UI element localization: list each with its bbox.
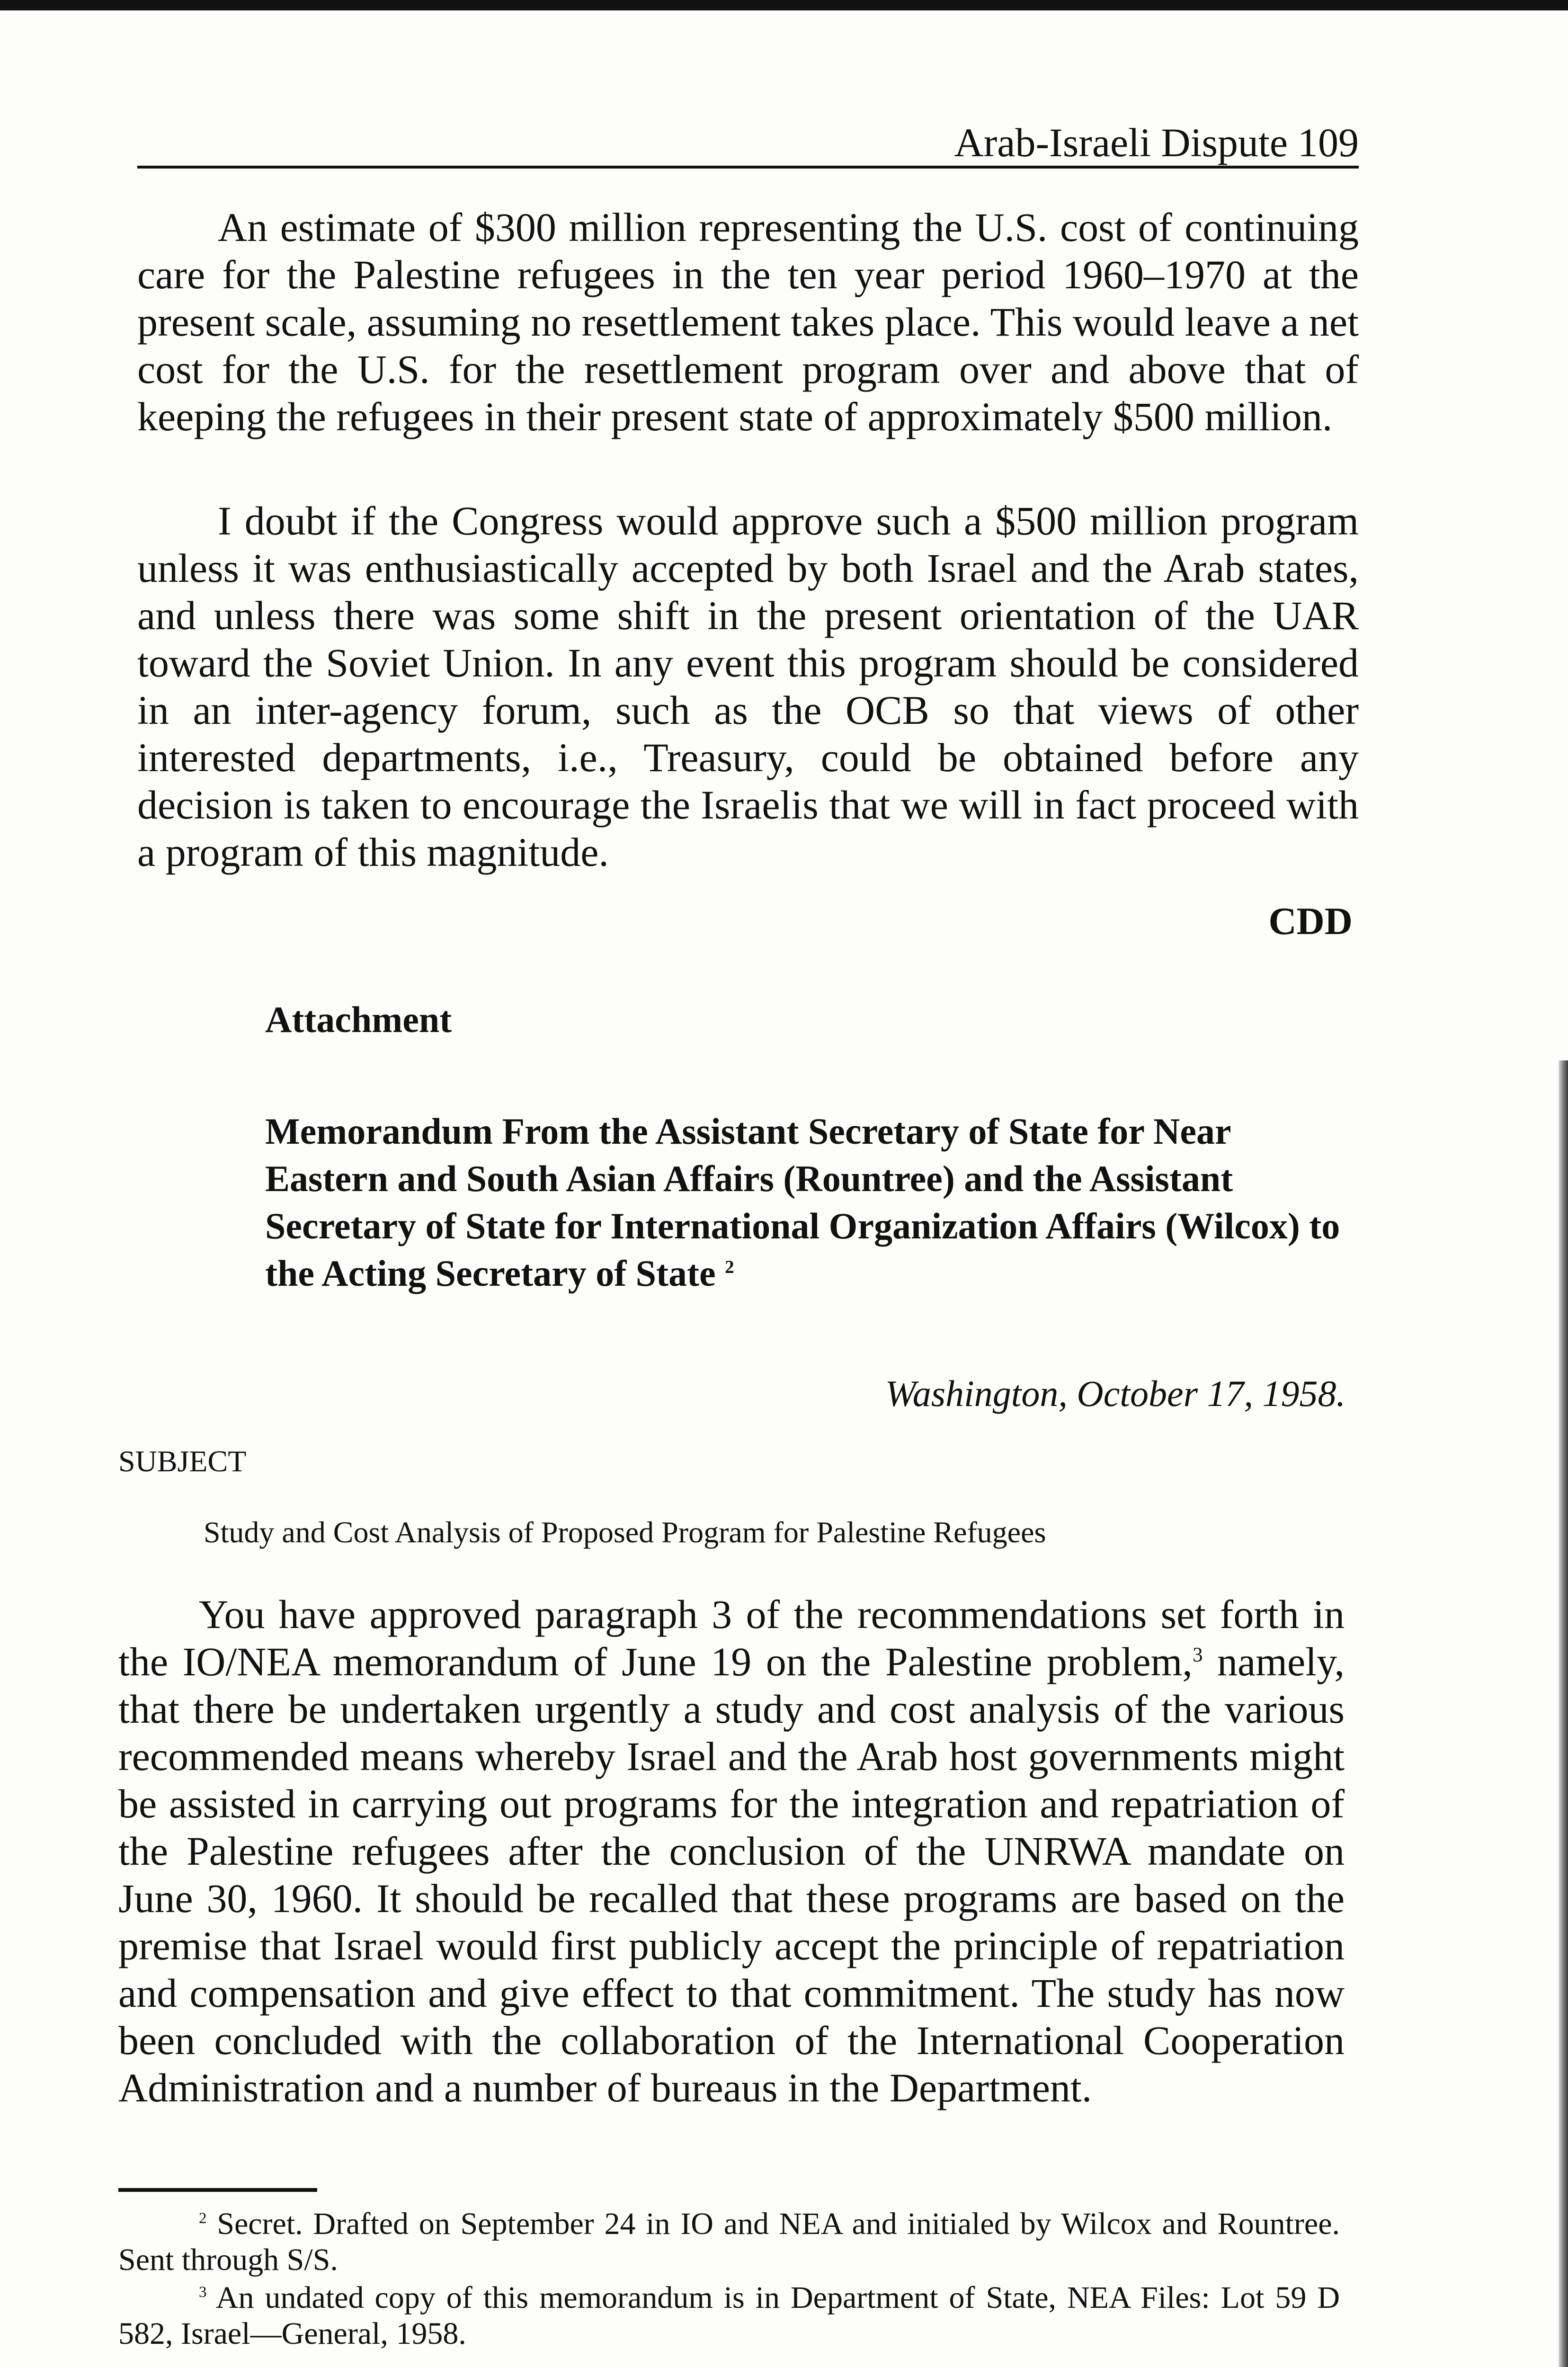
memorandum-paragraph — [118, 1591, 1345, 2111]
page-binding-edge — [1559, 1060, 1568, 2367]
attachment-heading: Attachment — [265, 999, 452, 1040]
dateline: Washington, October 17, 1958. — [885, 1373, 1345, 1414]
paragraph-2-text: I doubt if the Congress would approve such a $500 million program unless it was enthusiastically accepted by both Israel and the Arab states, and unless there was some shift in the present orientation of the UAR toward the Soviet Union. In any event this program should be considered in an inter-agency forum, such as the OCB so that views of other interested departments, i.e., Treasury, could be obtained before any decision is taken to encourage the Israelis that we will in fact proceed with a program of this magnitude. — [137, 498, 1359, 875]
footnote-3-body — [118, 2280, 1340, 2352]
memorandum-paragraph-text-b: namely, that there be undertaken urgently a study and cost analysis of the various recommended means whereby Israel and the Arab host governments might be assisted in carrying out programs for the integration and repatriation of the Palestine refugees after the conclusion of the UNRWA mandate on June 30, 1960. It should be recalled that these programs are based on the premise that Israel would first publicly accept the principle of repatriation and compensation and give effect to that commitment. The study has now been concluded with the collaboration of the International Cooperation Administration and a number of bureaus in the Department. — [118, 1639, 1345, 2110]
footnote-marker-3: 3 — [1192, 1644, 1203, 1666]
memorandum-title — [265, 1108, 1354, 1297]
author-initials: CDD — [1268, 899, 1353, 943]
footnote-3-text: An undated copy of this memorandum is in Department of State, NEA Files: Lot 59 D 582, Israel—General, 1958. — [118, 2280, 1340, 2351]
footnote-rule — [118, 2188, 317, 2192]
footnote-2-marker: 2 — [199, 2210, 207, 2227]
page-top-shadow — [0, 0, 1568, 10]
page-number: 109 — [1298, 120, 1359, 165]
footnote-2-text: Secret. Drafted on September 24 in IO and NEA and initialed by Wilcox and Rountree. Sent through S/S. — [118, 2207, 1340, 2277]
memorandum-title-text: Memorandum From the Assistant Secretary of State for Near Eastern and South Asian Affairs (Rountree) and the Assistant Secretary of State for International Organization Affairs (Wilcox) to the Acting Secretary of State — [265, 1111, 1340, 1294]
footnote-3 — [118, 2280, 1340, 2352]
footnote-2 — [118, 2206, 1340, 2278]
body-paragraph-1 — [137, 204, 1359, 440]
footnote-marker-2: 2 — [725, 1257, 734, 1277]
subject-text: Study and Cost Analysis of Proposed Program for Palestine Refugees — [204, 1515, 1046, 1549]
body-paragraph-2 — [137, 497, 1359, 876]
paragraph-1-text: An estimate of $300 million representing the U.S. cost of continuing care for the Palestine refugees in the ten year period 1960–1970 at the present scale, assuming no resettlement takes place. This would leave a net cost for the U.S. for the resettlement program over and above that of keeping the refugees in their present state of approximately $500 million. — [137, 205, 1359, 439]
memorandum-paragraph-text-a: You have approved paragraph 3 of the recommendations set forth in the IO/NEA memorandum of June 19 on the Palestine problem, — [118, 1592, 1345, 1684]
subject-label: SUBJECT — [118, 1444, 247, 1478]
footnote-2-body — [118, 2206, 1340, 2278]
running-title: Arab-Israeli Dispute — [954, 120, 1288, 165]
footnote-3-marker: 3 — [199, 2284, 207, 2301]
memorandum-paragraph-body — [118, 1591, 1345, 2111]
running-header — [137, 118, 1359, 169]
